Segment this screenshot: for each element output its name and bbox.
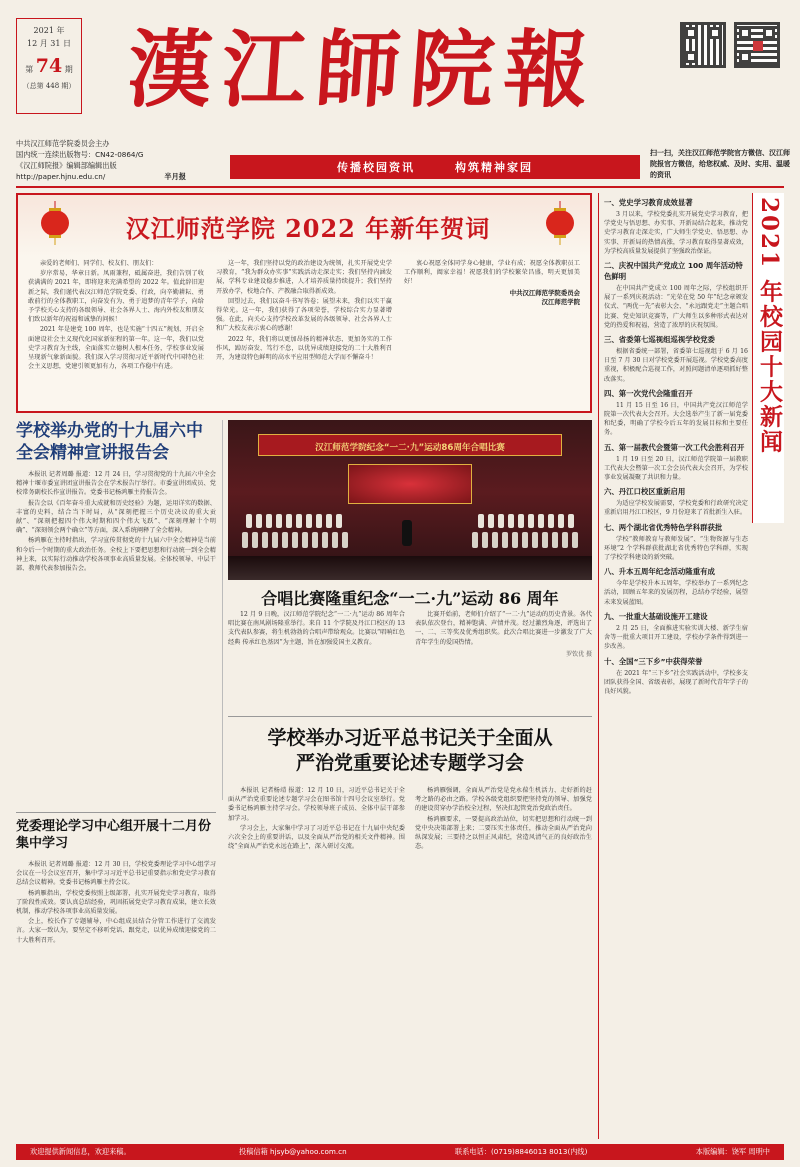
article-plenary-lecture bbox=[16, 420, 216, 808]
news-item: 十、全国“三下乡”中获得荣誉 在 2021 年“三下乡”社会实践活动中，学校多支团队获得全国、省级表彰，展现了新时代青年学子的良好风貌。 bbox=[604, 656, 748, 695]
news-item: 八、升本五周年纪念活动隆重有成 今年是学校升本五周年，学校举办了一系列纪念活动，回顾五年来的发展历程，总结办学经验，展望未来发展蓝图。 bbox=[604, 567, 748, 606]
qr-code-left bbox=[680, 22, 726, 68]
article-title: 学校举办党的十九届六中全会精神宣讲报告会 bbox=[16, 421, 203, 463]
article-body bbox=[228, 786, 592, 1086]
top-ten-title: 2021 年校园十大新闻 bbox=[752, 193, 784, 523]
news-item: 一、党史学习教育成效显著 3 月以来，学校党委扎实开展党史学习教育，把学党史与悟思想、办实事、开新局结合起来，推动党史学习教育走深走实，广大师生学党史、悟思想、办实事、开新局的热情高涨，学习教育取得显著成效，为学校高质量发展提供了坚强政治保证。 bbox=[604, 198, 748, 255]
news-item: 二、庆祝中国共产党成立 100 周年活动特色鲜明 在中国共产党成立 100 周年之际，学校组织开展了一系列庆祝活动：“光荣在党 50 年”纪念章颁发仪式、“两优一先”表彰大会、“永远跟党走”主题合唱比赛、党史知识竞赛等，广大师生以多种形式表达对党的热爱和祝福，营造了浓厚的庆祝氛围。 bbox=[604, 261, 748, 329]
greeting-paragraph: 这一年，我们坚持以党的政治建设为统领，扎实开展党史学习教育，“我为群众办实事”实践活动走深走实；我们坚持内涵发展，学科专业建设稳步推进，人才培养质量持续提升；我们坚持开放办学，校地合作、产教融合取得新成效。 bbox=[216, 260, 392, 295]
article-title: 党委理论学习中心组开展十二月份集中学习 bbox=[16, 819, 212, 851]
article-paragraph: 比赛开始前，老师们介绍了“一二·九”运动的历史背景。各代表队依次登台，精神饱满、声情并茂。经过激烈角逐，评选出了一、二、三等奖及优秀组织奖。此次合唱比赛进一步激发了广大青年学生的爱国热情。 bbox=[415, 611, 592, 646]
article-paragraph: 本报讯 记者杨靖 报道：12 月 10 日，习近平总书记关于全面从严治党重要论述专题学习会在图书馆十四号会议室举行。党委书记杨鸿雁主持学习会。学校领导班子成员、全体中层干部参加学习。 bbox=[228, 787, 405, 822]
lantern-icon bbox=[543, 201, 577, 245]
slogan-left: 传播校园资讯 bbox=[337, 161, 415, 174]
website-url[interactable]: http://paper.hjnu.edu.cn/ bbox=[16, 172, 106, 181]
publication-info bbox=[16, 138, 216, 182]
stage-screen bbox=[348, 464, 472, 504]
masthead bbox=[0, 0, 800, 190]
choir-photo bbox=[228, 420, 592, 580]
slogan-right: 构筑精神家园 bbox=[455, 161, 533, 174]
greeting-paragraph: 岁序常易，华章日新。凤雨兼程，砥属奋进，我们告别了收获满满的 2021 年，即将迎来充满希望的 2022 年。值此辞旧迎新之际，我们谨代表汉江师范学院党委、行政，向辛勤耕耘、勇敢前行的全体教职工，向奋发有为、勇于追梦的青年学子，向给予学校关心支持的各级领导、社会各界人士、海内外校友和朋友们致以新年的祝福和诚挚的问候！ bbox=[28, 270, 204, 324]
qr-code-right bbox=[734, 22, 780, 68]
issue-year: 2021 年 bbox=[33, 26, 65, 35]
greeting-signature-2: 汉江师范学院 bbox=[541, 297, 580, 306]
issue-number: 74 bbox=[35, 55, 63, 77]
footer-editor: 本版编辑：饶军 周明中 bbox=[695, 1147, 770, 1156]
footer-welcome: 欢迎提供新闻信息，欢迎来稿。 bbox=[30, 1147, 131, 1156]
article-paragraph: 12 月 9 日晚，汉江师范学院纪念“一二·九”运动 86 周年合唱比赛在南风剧场隆重举行。来自 11 个学院及丹江口校区的 13 支代表队参赛，将生机勃勃的合唱声带给观众。比赛以“唱响红色经典 传承红色基因”为主题，旨在加强爱国主义教育。 bbox=[228, 611, 405, 646]
greeting-paragraph: 2021 年是建党 100 周年，也是实施“十四五”规划、开启全面建设社会主义现代化国家新征程的第一年。这一年，我们以党史学习教育为主线，全面落实立德树人根本任务，学校事业发展呈现新气象新面貌。我们深入学习贯彻习近平新时代中国特色社会主义思想，党建引领更加有力，各项工作稳中有进。 bbox=[28, 326, 204, 371]
issue-date: 12 月 31 日 bbox=[27, 39, 71, 48]
article-choir-title: 合唱比赛隆重纪念“一二·九”运动 86 周年 bbox=[261, 589, 559, 608]
news-item: 六、丹江口校区重新启用 为适应学校发展需要，学校党委和行政研究决定重新启用丹江口校区，9 月份迎来了首批新生入驻。 bbox=[604, 487, 748, 517]
article-paragraph: 杨鸿雁要求，一要提高政治站位，切实把思想和行动统一到党中央决策部署上来；二要压实主体责任，推动全面从严治党向纵深发展；三要持之以恒正风肃纪，营造风清气正的良好政治生态。 bbox=[415, 815, 592, 851]
greeting-paragraph: 衷心祝愿全体同学身心健康，学业有成；祝愿全体教职员工工作顺利，阖家幸福！祝愿我们的学校繁荣昌盛，明天更加美好！ bbox=[404, 260, 580, 286]
article-paragraph: 杨鸿雁指出，学校党委按照上级部署，扎实开展党史学习教育，取得了阶段性成效。要认真总结经验，巩固拓展党史学习教育成果，建立长效机制，推动学校各项事业高质量发展。 bbox=[16, 889, 216, 916]
article-paragraph: 学习会上，大家集中学习了习近平总书记在十九届中央纪委六次全会上的重要讲话，以及全面从严治党的相关文件精神。围绕“全面从严治党永远在路上”，深入研讨交流。 bbox=[228, 824, 405, 851]
article-paragraph: 本报讯 记者周璐 报道：12 月 30 日，学校党委理论学习中心组学习会议在一号会议室召开，集中学习习近平总书记重要指示和党史学习教育总结会议精神。党委书记杨鸿雁主持会议。 bbox=[16, 861, 216, 887]
footer-bar bbox=[16, 1144, 784, 1160]
top-ten-news bbox=[604, 193, 784, 1139]
lantern-icon bbox=[38, 201, 72, 245]
greeting-paragraph: 回望过去，我们以奋斗书写答卷；展望未来，我们以实干赢得荣光。这一年，我们获得了各项荣誉，学校综合实力显著增强。在此，向关心支持学校改革发展的各级领导、社会各界人士和广大校友表示衷心的感谢！ bbox=[216, 297, 392, 333]
article-paragraph: 杨鸿雁强调，全面从严治党是党永葆生机活力、走好新的赶考之路的必由之路。学校各级党组织要把坚持党的领导、加强党的建设贯穿办学治校全过程，坚决扛起管党治党政治责任。 bbox=[415, 787, 592, 813]
greeting-signature-1: 中共汉江师范学院委员会 bbox=[509, 288, 580, 297]
news-item: 五、第一届教代会暨第一次工代会胜利召开 1 月 19 日至 20 日，汉江师范学院第一届教职工代表大会暨第一次工会会员代表大会召开，为学校事业发展凝聚了共识和力量。 bbox=[604, 442, 748, 482]
editor-line: 《汉江师院报》编辑部编辑出版 bbox=[16, 161, 117, 170]
article-choir-body bbox=[228, 610, 592, 710]
news-item: 四、第一次党代会隆重召开 11 月 15 日至 16 日，中国共产党汉江师范学院第一次代表大会召开。大会选举产生了新一届党委和纪委，明确了学校今后五年的发展目标和主要任务。 bbox=[604, 388, 748, 437]
greeting-paragraph: 2022 年，我们将以更加昂扬的精神状态、更加务实的工作作风，踔厉奋发、笃行不怠，以优异成绩迎接党的二十大胜利召开，为建设特色鲜明的高水平应用型师范大学而不懈奋斗！ bbox=[216, 335, 392, 362]
choir-members bbox=[242, 510, 578, 554]
greeting-body bbox=[28, 259, 580, 407]
photographer-credit: 罗钦优 摄 bbox=[566, 650, 592, 658]
frequency: 半月报 bbox=[164, 172, 186, 181]
greeting-title: 汉江师范学院 2022 年新年贺词 bbox=[125, 214, 491, 243]
stage-floor bbox=[228, 556, 592, 580]
issue-box: 2021 年 12 月 31 日 第 74 期 （总第 448 期） bbox=[16, 18, 82, 114]
slogan-bar bbox=[230, 155, 640, 179]
cn-line: 国内统一连续出版物号：CN42-0864/G bbox=[16, 150, 144, 159]
greeting-box bbox=[16, 193, 592, 413]
news-item: 九、一批重大基础设施开工建设 2 月 25 日，全面推进实验实训大楼、新学生宿舍等一批重大项目开工建设，学校办学条件得到进一步改善。 bbox=[604, 611, 748, 651]
news-item: 三、省委第七巡视组巡视学校党委 根据省委统一部署，省委第七巡视组于 6 月 16 日至 7 月 30 日对学校党委开展巡视。学校党委高度重视，积极配合巡视工作，对照问题清单逐项抓好整改落实。 bbox=[604, 335, 748, 383]
footer-email[interactable]: 投稿信箱 hjsyb@yahoo.com.cn bbox=[239, 1147, 347, 1156]
qr-caption: 扫一扫，关注汉江师范学院官方微信、汉江师院报官方微信，给您权威、及时、实用、温暖的资讯 bbox=[650, 149, 790, 179]
article-paragraph: 本报讯 记者周璐 报道：12 月 24 日，学习贯彻党的十九届六中全会精神十堰市委宣讲团宣讲报告会在学术报告厅举行。市委宣讲团成员、党校常务副校长作宣讲报告。党委书记杨鸿雁主持报告会。 bbox=[16, 471, 216, 497]
greeting-header bbox=[18, 195, 590, 257]
article-paragraph: 报告会以《百年奋斗重大成就和历史经验》为题，运用详实的数据、丰富的史料，结合当下时局，从“深刻把握三个历史决议的重大贡献”、“深刻把握四个伟大时期和四个伟大飞跃”、“深刻理解十个明确”、“深刻领会两个确立”等方面，深入系统阐释了全会精神。 bbox=[16, 499, 216, 535]
sponsor-line: 中共汉江师范学院委员会主办 bbox=[16, 139, 110, 148]
news-item: 七、两个湖北省优秀特色学科群获批 学校“教师教育与教师发展”、“生物资源与生态环境”2 个学科群获批湖北省优秀特色学科群，实现了学校学科建设的新突破。 bbox=[604, 522, 748, 562]
article-study-group bbox=[16, 818, 216, 1138]
footer-phone: 联系电话：(0719)8846013 8013(内线) bbox=[455, 1147, 588, 1156]
greeting-paragraph: 亲爱的老师们、同学们、校友们、朋友们： bbox=[40, 260, 158, 267]
stage-banner: 汉江师范学院纪念“一二·九”运动86周年合唱比赛 bbox=[258, 434, 562, 456]
article-paragraph: 杨鸿雁在主持时指出，学习宣传贯彻党的十九届六中全会精神是当前和今后一个时期的重大政治任务。全校上下要把思想和行动统一到全会精神上来，以实际行动推动学校各项事业高质量发展。全体校领导、中层干部、教师代表参加报告会。 bbox=[16, 537, 216, 573]
article-party-governance bbox=[228, 722, 592, 1138]
news-list bbox=[604, 193, 748, 1139]
total-issue: （总第 448 期） bbox=[22, 82, 76, 90]
newspaper-title: 漢江師院報 bbox=[124, 20, 602, 119]
article-title: 学校举办习近平总书记关于全面从严治党重要论述专题学习会 bbox=[267, 727, 553, 774]
article-paragraph: 会上，校长作了专题辅导，中心组成员结合分管工作进行了交流发言。大家一致认为，要坚定不移听党话、跟党走，以优异成绩迎接党的二十大胜利召开。 bbox=[16, 918, 216, 944]
